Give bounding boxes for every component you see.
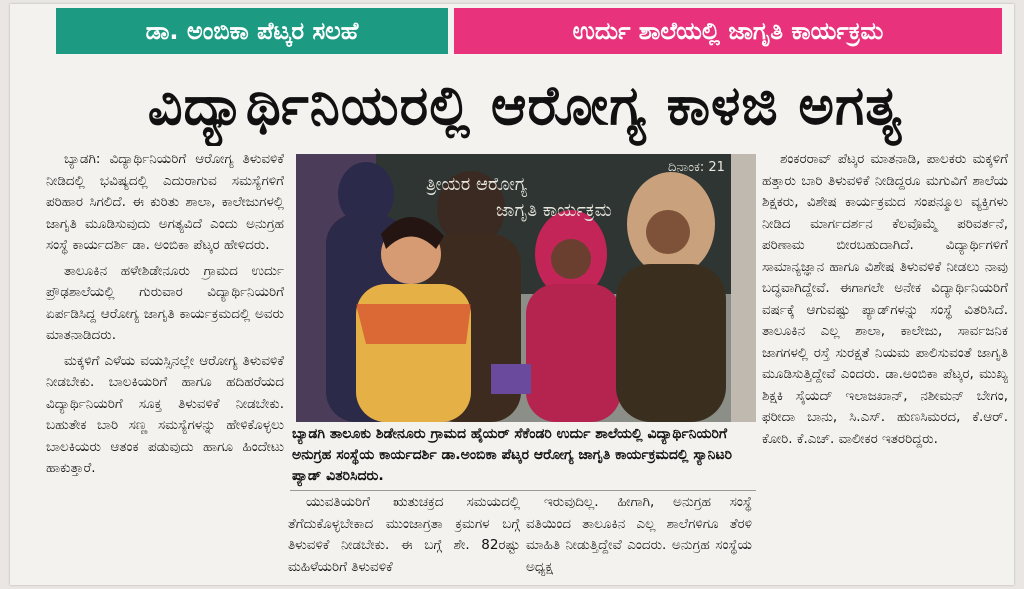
article-column-2 bbox=[288, 492, 520, 582]
photo-caption: ಬ್ಯಾಡಗಿ ತಾಲೂಕು ಶಿಡೇನೂರು ಗ್ರಾಮದ ಹೈಯರ್ ಸೆಕೆಂಡರಿ ಉರ್ದು ಶಾಲೆಯಲ್ಲಿ ವಿದ್ಯಾರ್ಥಿನಿಯರಿಗೆ ಅನುಗ್ರಹ ಸಂಸ್ಥೆಯ ಕಾರ್ಯದರ್ಶಿ ಡಾ.ಅಂಬಿಕಾ ಪೆಟ್ಕರ ಆರೋಗ್ಯ ಜಾಗೃತಿ ಕಾರ್ಯಕ್ರಮದಲ್ಲಿ ಸ್ಯಾನಿಟರಿ ಪ್ಯಾಡ್ ವಿತರಿಸಿದರು. bbox=[292, 426, 732, 484]
paragraph: ಬ್ಯಾಡಗಿ: ವಿದ್ಯಾರ್ಥಿನಿಯರಿಗೆ ಆರೋಗ್ಯ ತಿಳುವಳಿಕೆ ನೀಡಿದಲ್ಲಿ ಭವಿಷ್ಯದಲ್ಲಿ ಎದುರಾಗುವ ಸಮಸ್ಯೆಗಳಿಗೆ ಪರಿಹಾರ ಸಿಗಲಿದೆ. ಈ ಕುರಿತು ಶಾಲಾ, ಕಾಲೇಜುಗಳಲ್ಲಿ ಜಾಗೃತಿ ಮೂಡಿಸುವುದು ಅಗತ್ಯವಿದೆ ಎಂದು ಅನುಗ್ರಹ ಸಂಸ್ಥೆ ಕಾರ್ಯದರ್ಶಿ ಡಾ. ಅಂಬಿಕಾ ಪೆಟ್ಕರ ಹೇಳಿದರು. bbox=[46, 151, 284, 253]
event-photo bbox=[296, 154, 756, 422]
board-date-text: ದಿನಾಂಕ: 21 bbox=[668, 160, 725, 175]
divider bbox=[290, 490, 756, 491]
newspaper-clipping bbox=[10, 4, 1014, 585]
article-column-4 bbox=[762, 149, 1008, 581]
paragraph: ಯುವತಿಯರಿಗೆ ಋತುಚಕ್ರದ ಸಮಯದಲ್ಲಿ ತೆಗೆದುಕೊಳ್ಳಬೇಕಾದ ಮುಂಜಾಗ್ರತಾ ಕ್ರಮಗಳ ಬಗ್ಗೆ ತಿಳುವಳಿಕೆ ನೀಡಬೇಕು. ಈ ಬಗ್ಗೆ ಶೇ. 82ರಷ್ಟು ಮಹಿಳೆಯರಿಗೆ ತಿಳುವಳಿಕೆ bbox=[288, 494, 520, 575]
banner-left-kicker: ಡಾ. ಅಂಬಿಕಾ ಪೆಟ್ಕರ ಸಲಹೆ bbox=[56, 8, 448, 54]
paragraph: ಮಕ್ಕಳಿಗೆ ಎಳೆಯ ವಯಸ್ಸಿನಲ್ಲೇ ಆರೋಗ್ಯ ತಿಳುವಳಿಕೆ ನೀಡಬೇಕು. ಬಾಲಕಿಯರಿಗೆ ಹಾಗೂ ಹದಿಹರೆಯದ ವಿದ್ಯಾರ್ಥಿನಿಯರಿಗೆ ಸೂಕ್ತ ತಿಳುವಳಿಕೆ ನೀಡಬೇಕು. ಬಹುತೇಕ ಬಾರಿ ಸಣ್ಣ ಸಮಸ್ಯೆಗಳನ್ನು ಹೇಳಿಕೊಳ್ಳಲು ಬಾಲಕಿಯರು ಆತಂಕ ಪಡುವುದು ಹಾಗೂ ಹಿಂದೇಟು ಹಾಕುತ್ತಾರೆ. bbox=[46, 352, 284, 476]
article-column-1 bbox=[46, 149, 284, 581]
banner-right-kicker: ಉರ್ದು ಶಾಲೆಯಲ್ಲಿ ಜಾಗೃತಿ ಕಾರ್ಯಕ್ರಮ bbox=[454, 8, 1002, 54]
paragraph: ಶಂಕರರಾವ್ ಪೆಟ್ಕರ ಮಾತನಾಡಿ, ಪಾಲಕರು ಮಕ್ಕಳಿಗೆ ಹತ್ತಾರು ಬಾರಿ ತಿಳುವಳಿಕೆ ನೀಡಿದ್ದರೂ ಮಗುವಿಗೆ ಶಾಲೆಯ ಶಿಕ್ಷಕರು, ವಿಶೇಷ ಕಾರ್ಯಕ್ರಮದ ಸಂಪನ್ಮೂಲ ವ್ಯಕ್ತಿಗಳು ನೀಡಿದ ಮಾರ್ಗದರ್ಶನ ಕೆಲವೊಮ್ಮೆ ಪರಿವರ್ತನೆ, ಪರಿಣಾಮ ಬೀರಬಹುದಾಗಿದೆ. ವಿದ್ಯಾರ್ಥಿಗಳಿಗೆ ಸಾಮಾನ್ಯಜ್ಞಾನ ಹಾಗೂ ವಿಶೇಷ ತಿಳುವಳಿಕೆ ನೀಡಲು ನಾವು ಬದ್ಧವಾಗಿದ್ದೇವೆ. ಈಗಾಗಲೇ ಅನೇಕ ವಿದ್ಯಾರ್ಥಿನಿಯರಿಗೆ ವರ್ಷಕ್ಕೆ ಆಗುವಷ್ಟು ಪ್ಯಾಡ್‌ಗಳನ್ನು ಸಂಸ್ಥೆ ವಿತರಿಸಿದೆ. ತಾಲೂಕಿನ ಎಲ್ಲ ಶಾಲಾ, ಕಾಲೇಜು, ಸಾರ್ವಜನಿಕ ಜಾಗಗಳಲ್ಲಿ ರಸ್ತೆ ಸುರಕ್ಷತೆ ನಿಯಮ ಪಾಲಿಸುವಂತೆ ಜಾಗೃತಿ ಮೂಡಿಸುತ್ತಿದ್ದೇವೆ ಎಂದರು. ಡಾ.ಅಂಬಿಕಾ ಪೆಟ್ಕರ, ಮುಖ್ಯ ಶಿಕ್ಷಕಿ ಸೈಯದ್ ಇಲಾಜಖಾನ್, ನಶೀಮನ್ ಬೇಗಂ, ಫರೀದಾ ಬಾನು, ಸಿ.ಎಸ್. ಹುಣಸಿಮರದ, ಕೆ.ಆರ್. ಕೋರಿ. ಕೆ.ಎಚ್. ವಾಲೀಕರ ಇತರರಿದ್ದರು. bbox=[762, 151, 1008, 447]
paragraph: ಇರುವುದಿಲ್ಲ. ಹೀಗಾಗಿ, ಅನುಗ್ರಹ ಸಂಸ್ಥೆ ವತಿಯಿಂದ ತಾಲೂಕಿನ ಎಲ್ಲ ಶಾಲೆಗಳಿಗೂ ತೆರಳಿ ಮಾಹಿತಿ ನೀಡುತ್ತಿದ್ದೇವೆ ಎಂದರು. ಅನುಗ್ರಹ ಸಂಸ್ಥೆಯ ಅಧ್ಯಕ್ಷ bbox=[526, 494, 752, 575]
headline: ವಿದ್ಯಾರ್ಥಿನಿಯರಲ್ಲಿ ಆರೋಗ್ಯ ಕಾಳಜಿ ಅಗತ್ಯ bbox=[147, 74, 903, 137]
board-text-line: ತ್ರೀಯರ ಆರೋಗ್ಯ bbox=[426, 174, 528, 195]
board-text-line: ಜಾಗೃತಿ ಕಾರ್ಯಕ್ರಮ bbox=[496, 200, 612, 221]
article-column-3 bbox=[526, 492, 752, 582]
paragraph: ತಾಲೂಕಿನ ಹಳೇಶಿಡೇನೂರು ಗ್ರಾಮದ ಉರ್ದು ಪ್ರೌಢಶಾಲೆಯಲ್ಲಿ ಗುರುವಾರ ವಿದ್ಯಾರ್ಥಿನಿಯರಿಗೆ ಏರ್ಪಡಿಸಿದ್ದ ಆರೋಗ್ಯ ಜಾಗೃತಿ ಕಾರ್ಯಕ್ರಮದಲ್ಲಿ ಅವರು ಮಾತನಾಡಿದರು. bbox=[46, 262, 284, 343]
